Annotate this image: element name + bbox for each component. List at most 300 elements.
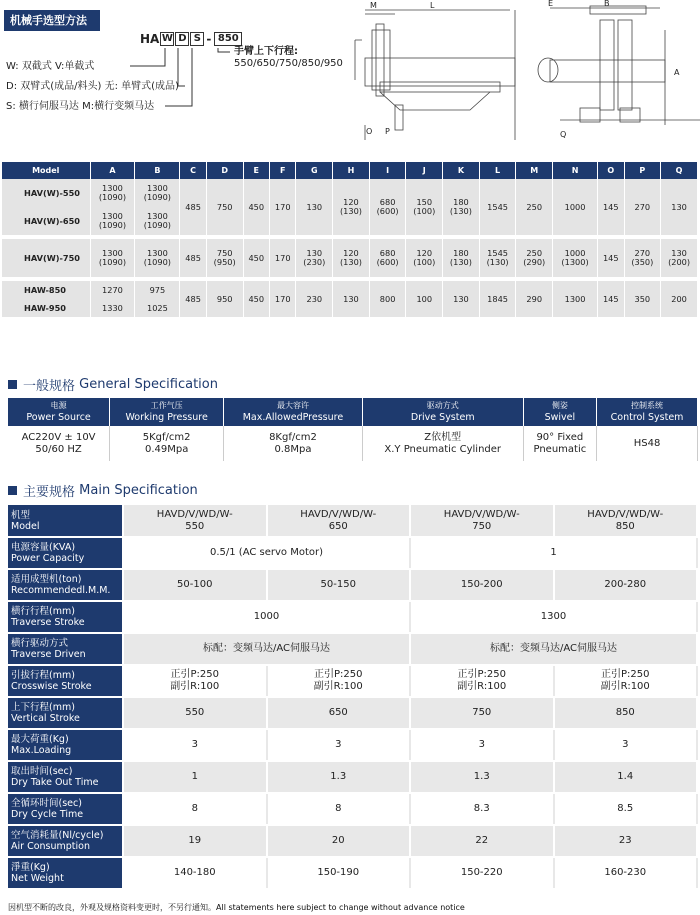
main-spec-value (554, 665, 698, 697)
dim-col-header: M (516, 162, 553, 179)
main-spec-value (410, 697, 554, 729)
dim-label-a: A (674, 68, 680, 77)
dim-cell-m: 290 (516, 281, 553, 317)
main-spec-row (8, 537, 697, 569)
dim-cell-n: 1300 (553, 281, 598, 317)
main-spec-value-line: 50-150 (320, 579, 356, 590)
dim-cell-b (135, 207, 180, 235)
main-spec-value (267, 665, 411, 697)
main-spec-heading-zh: 主要规格 (23, 485, 76, 500)
main-spec-value (554, 793, 698, 825)
dim-label-p: P (385, 127, 390, 136)
main-spec-value (267, 729, 411, 761)
main-spec-label (8, 537, 123, 569)
code-box-d: D (175, 32, 189, 46)
dim-cell-a (90, 207, 135, 235)
main-spec-value (123, 761, 267, 793)
general-spec-table (8, 398, 698, 461)
dim-col-header: H (333, 162, 370, 179)
dim-cell-c: 485 (180, 239, 206, 277)
main-spec-row (8, 729, 697, 761)
main-spec-value-line: 150-190 (317, 867, 360, 878)
main-spec-label-en: Power Capacity (11, 553, 85, 564)
main-spec-label-zh: 最大荷重(Kg) (11, 734, 69, 745)
dim-label-o: O (366, 127, 373, 136)
main-spec-value-line: HAVD/V/WD/W- (443, 508, 520, 520)
dim-col-header: A (90, 162, 135, 179)
main-spec-value-line: 750 (472, 520, 492, 532)
main-spec-label (8, 665, 123, 697)
dim-cell-line: (1090) (143, 257, 172, 267)
general-value-cell (8, 426, 110, 461)
main-spec-label-en: Traverse Stroke (11, 617, 85, 628)
main-spec-value (410, 857, 554, 889)
dim-cell-line: 1300 (146, 211, 168, 221)
dim-cell-l: 1845 (479, 281, 516, 317)
main-spec-value-line: 正引P:250 (457, 669, 506, 680)
main-spec-value (267, 697, 411, 729)
general-value-line: 0.8Mpa (274, 443, 312, 455)
general-value-line: 50/60 HZ (35, 443, 82, 455)
main-spec-value-line: HAVD/V/WD/W- (156, 508, 233, 520)
general-col-header-en: Power Source (26, 412, 91, 423)
main-spec-value-line: 正引P:250 (314, 669, 363, 680)
stroke-values: 550/650/750/850/950 (234, 58, 343, 69)
main-spec-label-en: Recommendedl.M.M. (11, 585, 111, 596)
dim-cell-d: 750 (206, 179, 243, 235)
main-spec-value-line: 1.4 (617, 771, 634, 782)
main-spec-value-line: 3 (335, 739, 342, 750)
main-spec-label-zh: 机型 (11, 509, 31, 521)
general-col-header-zh: 侧姿 (551, 401, 568, 410)
footnote: 因机型不断的改良，外观及规格资料变更时，不另行通知。All statements here subject to change without advance notice (8, 903, 465, 912)
general-value-cell (362, 426, 523, 461)
main-spec-value-line: 160-230 (604, 867, 647, 878)
general-value-cell (224, 426, 363, 461)
dim-col-header: O (598, 162, 624, 179)
dim-cell-k: 180 (130) (443, 239, 480, 277)
main-spec-heading-en: Main Specification (79, 483, 198, 498)
main-spec-value (554, 761, 698, 793)
general-value-cell (523, 426, 596, 461)
main-spec-label (8, 825, 123, 857)
code-box-w: W (161, 33, 173, 44)
general-col-header (523, 398, 596, 426)
main-spec-value (410, 729, 554, 761)
dim-cell-o: 145 (598, 179, 624, 235)
general-col-header-zh: 最大容许 (276, 401, 309, 410)
general-value-line: 8Kgf/cm2 (269, 431, 317, 443)
main-spec-value (410, 793, 554, 825)
dim-col-header: J (406, 162, 443, 179)
main-spec-value-line: 标配：变频马达/AC伺服马达 (489, 643, 618, 654)
dim-cell-line: 1330 (102, 302, 123, 313)
main-spec-label (8, 793, 123, 825)
dim-model-cell: HAV(W)-750 (2, 239, 90, 277)
dim-cell-e: 450 (243, 281, 269, 317)
main-spec-label-zh: 取出时间(sec) (11, 766, 73, 777)
general-value-line: Z依机型 (424, 431, 462, 443)
main-spec-value (554, 857, 698, 889)
dim-cell-e: 450 (243, 239, 269, 277)
dim-cell-h: 120 (130) (333, 239, 370, 277)
main-spec-value (123, 793, 267, 825)
dim-col-header: N (553, 162, 598, 179)
dim-cell-h: 130 (333, 281, 370, 317)
def-w: W: 双截式 V:单截式 (6, 61, 95, 72)
main-spec-value (267, 761, 411, 793)
main-spec-value-line: 23 (618, 835, 632, 846)
dim-cell-m: 250 (290) (516, 239, 553, 277)
main-spec-row (8, 857, 697, 889)
dim-cell-line: 1300 (146, 248, 168, 258)
dim-cell-l: 1545 (479, 179, 516, 235)
main-spec-value-line: 副引R:100 (600, 681, 650, 692)
main-spec-label (8, 569, 123, 601)
dim-table-row (2, 281, 698, 299)
dim-cell-f: 170 (270, 179, 296, 235)
dim-col-header: K (443, 162, 480, 179)
main-spec-value (410, 825, 554, 857)
dim-label-l: L (430, 1, 435, 10)
main-spec-value-line: 150-200 (460, 579, 503, 590)
def-s: S: 横行伺服马达 M:横行变频马达 (6, 101, 155, 112)
dim-cell-line: 1300 (102, 248, 123, 258)
dim-cell-c: 485 (180, 179, 206, 235)
main-spec-value-line: HAVD/V/WD/W- (300, 508, 377, 520)
main-spec-label-en: Air Consumption (11, 841, 90, 852)
dim-cell-o: 145 (598, 281, 624, 317)
main-spec-value-line: 0.5/1 (AC servo Motor) (209, 547, 324, 558)
general-col-header-zh: 控制系统 (631, 401, 664, 410)
main-spec-label-zh: 电源容量(KVA) (11, 542, 76, 553)
dim-cell-p: 270 (350) (624, 239, 661, 277)
main-spec-label (8, 601, 123, 633)
general-col-header-en: Swivel (544, 412, 576, 423)
dimension-table (2, 162, 698, 317)
dim-cell-i: 680 (600) (369, 239, 406, 277)
main-spec-value (554, 729, 698, 761)
dim-model-cell: HAW-850 (2, 281, 90, 299)
dim-cell-b (135, 179, 180, 207)
dim-cell-line: 1300 (146, 183, 168, 193)
main-spec-row (8, 633, 697, 665)
main-spec-value-line: 3 (191, 739, 198, 750)
dim-cell-q: 130 (661, 179, 698, 235)
general-col-header-en: Control System (610, 412, 684, 423)
dim-cell-f: 170 (270, 239, 296, 277)
dim-cell-line: 1300 (102, 183, 123, 193)
main-spec-value (267, 569, 411, 601)
main-spec-value-line: 550 (185, 707, 205, 718)
main-spec-value (123, 729, 267, 761)
dim-cell-p: 270 (624, 179, 661, 235)
general-spec-heading-en: General Specification (79, 377, 218, 392)
main-spec-label (8, 729, 123, 761)
main-spec-label-zh: 引拔行程(mm) (11, 670, 75, 681)
main-spec-value (410, 601, 697, 633)
dim-cell-a (90, 281, 135, 299)
main-spec-label-zh: 横行行程(mm) (11, 606, 75, 617)
dim-cell-n: 1000 (553, 179, 598, 235)
main-spec-value (123, 505, 267, 537)
dim-cell-b (135, 299, 180, 317)
main-spec-value-line: 3 (622, 739, 629, 750)
main-spec-heading (8, 481, 198, 500)
code-box-s: S (190, 32, 204, 46)
main-spec-label-zh: 适用成型机(ton) (11, 574, 82, 585)
dim-col-header: D (206, 162, 243, 179)
dim-table-row (2, 239, 698, 277)
dim-cell-a (90, 299, 135, 317)
dim-cell-c: 485 (180, 281, 206, 317)
main-spec-value-line: 550 (185, 520, 205, 532)
dim-cell-line: (1090) (98, 220, 127, 230)
general-col-header (597, 398, 698, 426)
dim-model-cell: HAW-950 (2, 299, 90, 317)
main-spec-value (123, 569, 267, 601)
main-spec-label (8, 697, 123, 729)
general-value-line: 90° Fixed (536, 431, 584, 443)
main-spec-value-line: 850 (615, 707, 635, 718)
main-spec-value (123, 633, 410, 665)
dim-cell-line: 1270 (102, 284, 123, 295)
main-spec-label-en: Model (11, 520, 40, 532)
general-value-line: AC220V ± 10V (21, 431, 96, 443)
code-prefix: HA (140, 32, 160, 46)
general-value-cell (110, 426, 224, 461)
dim-cell-g: 230 (296, 281, 333, 317)
main-spec-table (8, 505, 698, 890)
dim-cell-j: 120 (100) (406, 239, 443, 277)
main-spec-value (123, 665, 267, 697)
general-value-line: Pneumatic (533, 443, 587, 455)
dim-col-header: C (180, 162, 206, 179)
main-spec-value-line: 1.3 (473, 771, 490, 782)
main-spec-value (123, 601, 410, 633)
main-spec-row (8, 569, 697, 601)
dim-label-q: Q (560, 130, 567, 139)
main-spec-value (267, 505, 411, 537)
general-col-header-zh: 工作气压 (150, 401, 183, 410)
main-spec-value (123, 825, 267, 857)
dim-cell-m: 250 (516, 179, 553, 235)
dim-cell-n: 1000 (1300) (553, 239, 598, 277)
dim-cell-j: 100 (406, 281, 443, 317)
main-spec-value (410, 505, 554, 537)
dim-col-header: P (624, 162, 661, 179)
main-spec-value (123, 697, 267, 729)
main-spec-value (410, 537, 697, 569)
main-spec-label-zh: 全循环时间(sec) (11, 798, 82, 809)
main-spec-label-zh: 空气消耗量(Nl/cycle) (11, 830, 104, 841)
selection-method-badge: 机械手选型方法 (4, 10, 100, 31)
main-spec-value-line: 1 (191, 771, 198, 782)
dim-col-header: L (479, 162, 516, 179)
dim-col-header: Model (2, 162, 90, 179)
dim-cell-g: 130 (230) (296, 239, 333, 277)
general-col-header-zh: 电源 (50, 401, 67, 410)
dim-cell-line: 975 (149, 284, 166, 295)
dim-cell-k: 180 (130) (443, 179, 480, 235)
dim-label-m: M (370, 1, 377, 10)
main-spec-label-en: Vertical Stroke (11, 713, 80, 724)
main-spec-label-en: Dry Take Out Time (11, 777, 99, 788)
main-spec-value-line: 3 (478, 739, 485, 750)
main-spec-label-en: Net Weight (11, 873, 64, 884)
main-spec-label-en: Max.Loading (11, 745, 72, 756)
code-box-stroke: 850 (214, 32, 242, 46)
stroke-title: 手臂上下行程: (234, 46, 298, 57)
dim-cell-f: 170 (270, 281, 296, 317)
dim-col-header: E (243, 162, 269, 179)
general-value-line: X.Y Pneumatic Cylinder (384, 443, 502, 455)
main-spec-value (554, 505, 698, 537)
general-col-header-en: Drive System (410, 412, 475, 423)
main-spec-value (410, 665, 554, 697)
dim-cell-p: 350 (624, 281, 661, 317)
main-spec-value (123, 857, 267, 889)
general-value-cell (597, 426, 698, 461)
heading-square-icon (8, 486, 17, 495)
main-spec-value-line: 140-180 (173, 867, 216, 878)
dim-model-cell: HAV(W)-650 (2, 207, 90, 235)
def-d: D: 双臂式(成品/料头) 无: 单臂式(成品) (6, 81, 179, 92)
main-spec-value-line: 副引R:100 (313, 681, 363, 692)
main-spec-value (554, 697, 698, 729)
main-spec-value-line: 正引P:250 (601, 669, 650, 680)
robot-technical-drawing (0, 0, 700, 160)
dim-col-header: I (369, 162, 406, 179)
dim-col-header: F (270, 162, 296, 179)
main-spec-value-line: HAVD/V/WD/W- (587, 508, 664, 520)
general-value-line: HS48 (633, 437, 661, 449)
main-spec-label-en: Crosswise Stroke (11, 681, 92, 692)
dim-cell-h: 120 (130) (333, 179, 370, 235)
main-spec-value (554, 825, 698, 857)
main-spec-value-line: 8.5 (617, 803, 634, 814)
dim-cell-line: 1025 (146, 302, 168, 313)
main-spec-value-line: 1 (550, 547, 557, 558)
dim-col-header: B (135, 162, 180, 179)
general-col-header (362, 398, 523, 426)
main-spec-value-line: 200-280 (604, 579, 647, 590)
main-spec-value-line: 1.3 (330, 771, 347, 782)
general-col-header (224, 398, 363, 426)
dim-label-e: E (548, 0, 554, 8)
dim-cell-line: (1090) (143, 220, 172, 230)
main-spec-value-line: 8 (191, 803, 198, 814)
main-spec-value-line: 1300 (540, 611, 567, 622)
main-spec-value-line: 副引R:100 (170, 681, 220, 692)
dim-cell-line: (1090) (98, 257, 127, 267)
dim-cell-i: 800 (369, 281, 406, 317)
general-col-header-en: Working Pressure (125, 412, 208, 423)
general-spec-heading (8, 375, 218, 394)
dim-cell-q: 130 (200) (661, 239, 698, 277)
main-spec-label-zh: 横行驱动方式 (11, 638, 69, 649)
heading-square-icon (8, 380, 17, 389)
general-col-header-en: Max.AllowedPressure (242, 412, 344, 423)
main-spec-label (8, 633, 123, 665)
dim-cell-k: 130 (443, 281, 480, 317)
main-spec-value (554, 569, 698, 601)
main-spec-value (123, 537, 410, 569)
main-spec-value (410, 569, 554, 601)
dim-table-row (2, 179, 698, 207)
dim-label-b: B (604, 0, 610, 8)
main-spec-row (8, 665, 697, 697)
general-spec-heading-zh: 一般规格 (23, 379, 76, 394)
main-spec-row (8, 761, 697, 793)
dim-cell-e: 450 (243, 179, 269, 235)
main-spec-label (8, 761, 123, 793)
main-spec-value (267, 857, 411, 889)
dim-cell-b (135, 281, 180, 299)
main-spec-value (267, 793, 411, 825)
main-spec-value-line: 1000 (253, 611, 280, 622)
dim-col-header: G (296, 162, 333, 179)
main-spec-row (8, 505, 697, 537)
main-spec-value-line: 20 (331, 835, 345, 846)
dim-cell-d: 750 (950) (206, 239, 243, 277)
dim-cell-j: 150 (100) (406, 179, 443, 235)
dim-cell-line: 1300 (102, 211, 123, 221)
dim-cell-line: (1090) (143, 192, 172, 202)
main-spec-row (8, 601, 697, 633)
main-spec-value (410, 761, 554, 793)
dim-cell-q: 200 (661, 281, 698, 317)
main-spec-label (8, 857, 123, 889)
main-spec-label-zh: 上下行程(mm) (11, 702, 75, 713)
dim-cell-a (90, 239, 135, 277)
model-code: HA W D S - 850 (140, 32, 242, 46)
dim-cell-b (135, 239, 180, 277)
dim-cell-o: 145 (598, 239, 624, 277)
main-spec-value (267, 825, 411, 857)
general-col-header (8, 398, 110, 426)
main-spec-label-zh: 淨重(Kg) (11, 862, 50, 873)
main-spec-label (8, 505, 123, 537)
main-spec-value-line: 22 (475, 835, 489, 846)
main-spec-row (8, 825, 697, 857)
main-spec-value-line: 正引P:250 (170, 669, 219, 680)
dim-col-header: Q (661, 162, 698, 179)
main-spec-value-line: 8.3 (473, 803, 490, 814)
dim-cell-line: (1090) (98, 192, 127, 202)
dim-model-cell: HAV(W)-550 (2, 179, 90, 207)
main-spec-value-line: 650 (328, 707, 348, 718)
main-spec-value-line: 850 (615, 520, 635, 532)
main-spec-value-line: 650 (328, 520, 348, 532)
general-col-header-zh: 驱动方式 (426, 401, 459, 410)
main-spec-value-line: 150-220 (460, 867, 503, 878)
main-spec-value-line: 19 (188, 835, 202, 846)
general-value-line: 0.49Mpa (144, 443, 189, 455)
main-spec-row (8, 793, 697, 825)
dim-cell-g: 130 (296, 179, 333, 235)
dim-cell-i: 680 (600) (369, 179, 406, 235)
main-spec-value-line: 副引R:100 (457, 681, 507, 692)
main-spec-value-line: 8 (335, 803, 342, 814)
main-spec-value-line: 750 (472, 707, 492, 718)
main-spec-label-en: Traverse Driven (11, 649, 86, 660)
general-col-header (110, 398, 224, 426)
dim-cell-a (90, 179, 135, 207)
main-spec-label-en: Dry Cycle Time (11, 809, 84, 820)
general-value-line: 5Kgf/cm2 (142, 431, 191, 443)
dim-cell-d: 950 (206, 281, 243, 317)
